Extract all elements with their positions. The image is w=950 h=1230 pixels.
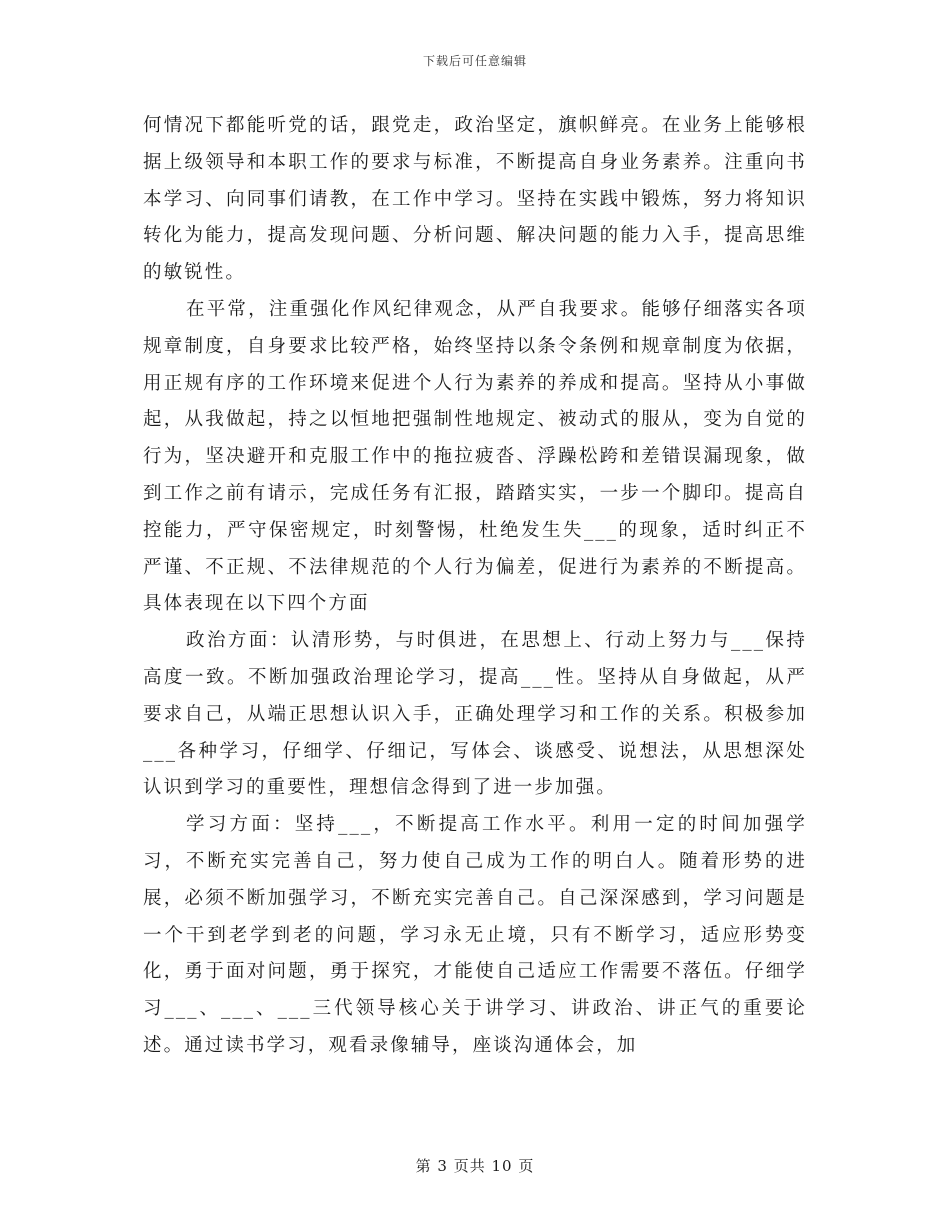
page-header: 下载后可任意编辑 (422, 54, 527, 68)
paragraph-3: 政治方面：认清形势，与时俱进，在思想上、行动上努力与___保持高度一致。不断加强政治理论学习，提高___性。坚持从自身做起，从严要求自己，从端正思想认识入手，正确处理学习和工作的关系。积极参加___各种学习，仔细学、仔细记，写体会、谈感受、说想法，从思想深处认识到学习的重要性，理想信念得到了进一步加强。 (143, 630, 807, 799)
page-footer: 第 3 页共 10 页 (415, 1157, 535, 1175)
paragraph-4: 学习方面：坚持___，不断提高工作水平。利用一定的时间加强学习，不断充实完善自己，努力使自己成为工作的明白人。随着形势的进展，必须不断加强学习，不断充实完善自己。自己深深感到，学习问题是一个干到老学到老的问题，学习永无止境，只有不断学习，适应形势变化，勇于面对问题，勇于探究，才能使自己适应工作需要不落伍。仔细学习___、___、___三代领导核心关于讲学习、讲政治、讲正气的重要论述。通过读书学习，观看录像辅导，座谈沟通体会，加 (143, 814, 807, 1056)
document-body (143, 108, 807, 1065)
paragraph-1: 何情况下都能听党的话，跟党走，政治坚定，旗帜鲜亮。在业务上能够根据上级领导和本职工作的要求与标准，不断提高自身业务素养。注重向书本学习、向同事们请教，在工作中学习。坚持在实践中锻炼，努力将知识转化为能力，提高发现问题、分析问题、解决问题的能力入手，提高思维的敏锐性。 (143, 115, 807, 284)
paragraph-2: 在平常，注重强化作风纪律观念，从严自我要求。能够仔细落实各项规章制度，自身要求比较严格，始终坚持以条令条例和规章制度为依据，用正规有序的工作环境来促进个人行为素养的养成和提高。坚持从小事做起，从我做起，持之以恒地把强制性地规定、被动式的服从，变为自觉的行为，坚决避开和克服工作中的拖拉疲沓、浮躁松跨和差错误漏现象，做到工作之前有请示，完成任务有汇报，踏踏实实，一步一个脚印。提高自控能力，严守保密规定，时刻警惕，杜绝发生失___的现象，适时纠正不严谨、不正规、不法律规范的个人行为偏差，促进行为素养的不断提高。具体表现在以下四个方面 (143, 298, 807, 615)
